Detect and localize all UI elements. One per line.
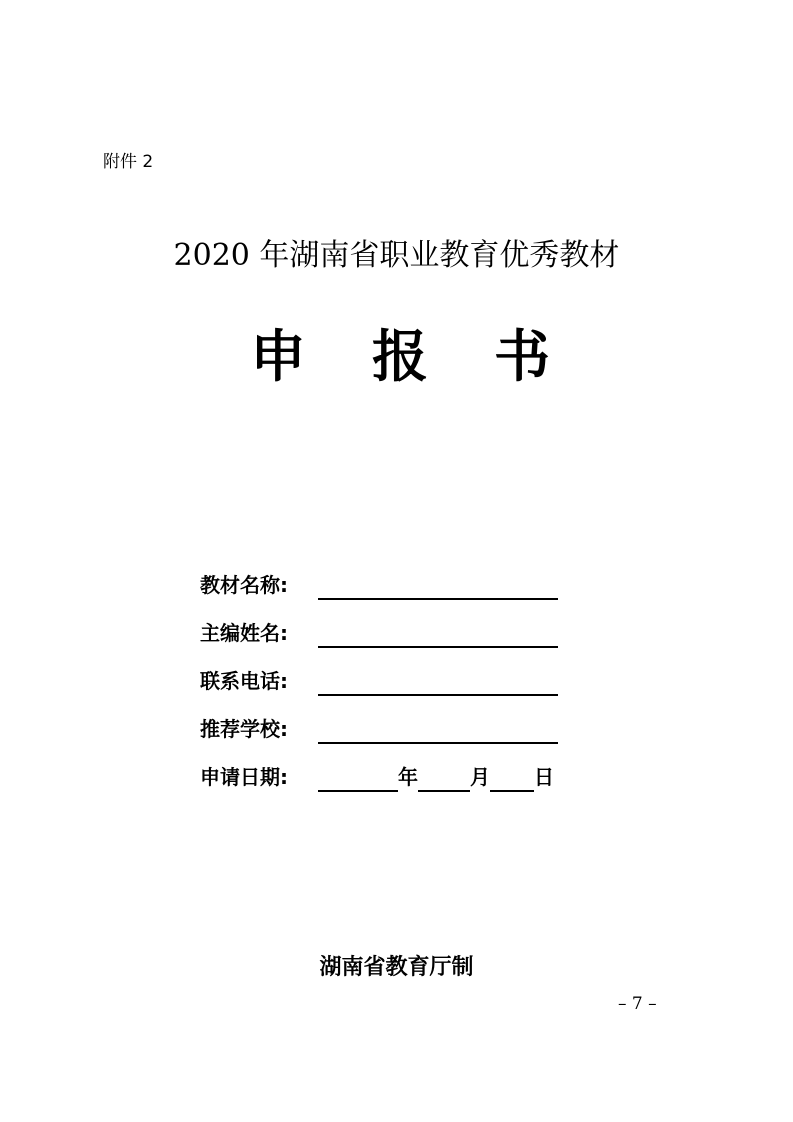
day-unit: 日 (534, 765, 554, 789)
textbook-name-label: 教材名称: (200, 573, 288, 597)
form-row-textbook-name (200, 552, 600, 600)
date-label: 申请日期: (200, 765, 288, 789)
attachment-label: 附件 2 (103, 152, 154, 172)
month-unit: 月 (470, 765, 490, 789)
editor-name-label: 主编姓名: (200, 621, 288, 645)
year-blank[interactable] (318, 764, 398, 792)
school-blank[interactable] (318, 716, 558, 744)
subtitle-char-2: 报 (372, 325, 428, 390)
subtitle-char-1: 申 (250, 325, 306, 390)
form-row-editor-name (200, 600, 600, 648)
phone-blank[interactable] (318, 668, 558, 696)
issuer: 湖南省教育厅制 (319, 955, 474, 980)
phone-label: 联系电话: (200, 669, 288, 693)
document-title: 2020 年湖南省职业教育优秀教材 (173, 238, 620, 273)
form-row-date (200, 744, 600, 792)
document-subtitle (250, 322, 550, 394)
form-row-school (200, 696, 600, 744)
subtitle-char-3: 书 (494, 325, 550, 390)
month-blank[interactable] (418, 764, 470, 792)
day-blank[interactable] (490, 764, 534, 792)
textbook-name-blank[interactable] (318, 572, 558, 600)
form-row-phone (200, 648, 600, 696)
page-number: – 7 – (618, 994, 657, 1014)
school-label: 推荐学校: (200, 717, 288, 741)
year-unit: 年 (398, 765, 418, 789)
editor-name-blank[interactable] (318, 620, 558, 648)
application-form (200, 552, 600, 792)
